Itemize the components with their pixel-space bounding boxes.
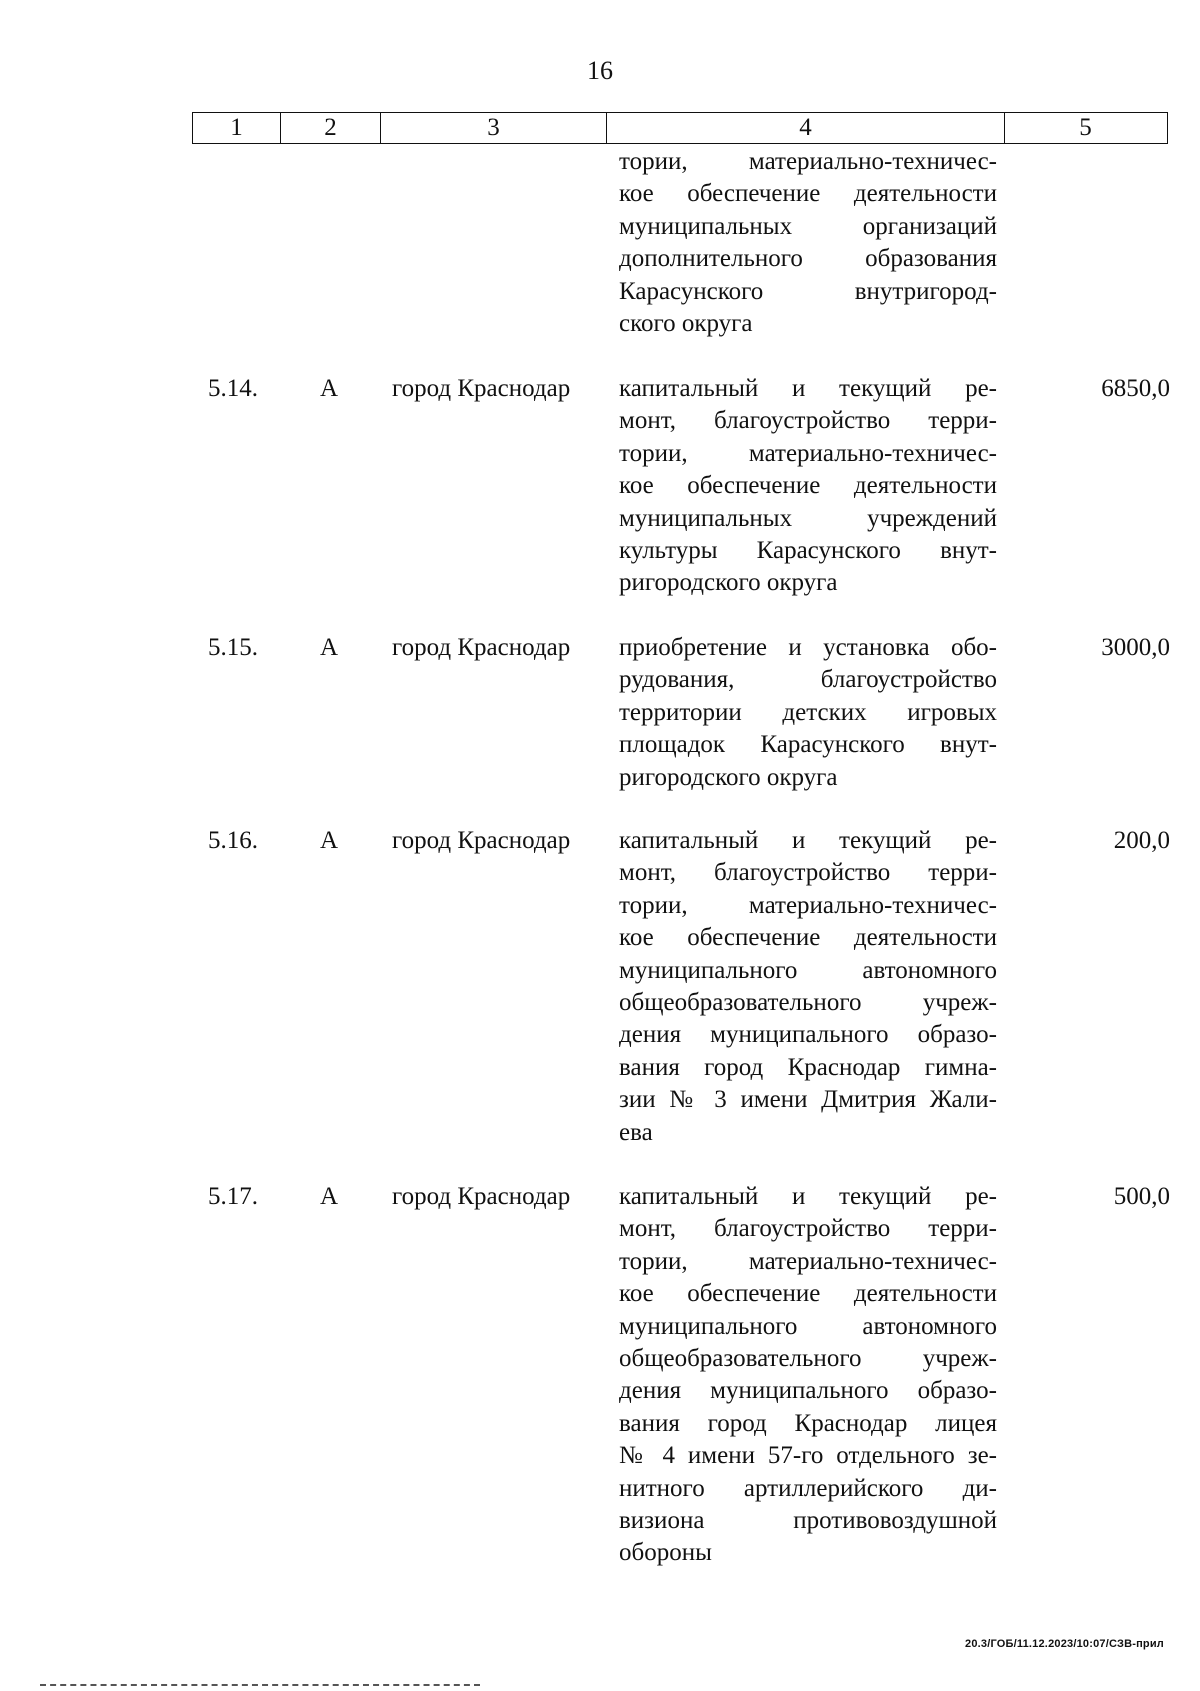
description-line: территории детских игровых — [619, 698, 997, 726]
description-line: вания город Краснодар лицея — [619, 1409, 997, 1437]
description-line: обороны — [619, 1539, 712, 1567]
row-place: город Краснодар — [392, 827, 571, 854]
row-category: А — [320, 827, 339, 854]
description-line: капитальный и текущий ре- — [619, 1183, 997, 1210]
description-line: Карасунского внутригород- — [619, 277, 997, 305]
description-line: тории, материально-техничес- — [619, 891, 997, 919]
row-category: А — [320, 1183, 339, 1210]
header-col-5: 5 — [1079, 114, 1092, 141]
description-line: монт, благоустройство терри- — [619, 859, 997, 887]
row-place: город Краснодар — [392, 634, 571, 661]
description-line: тории, материально-техничес- — [619, 148, 997, 175]
description-line: площадок Карасунского внут- — [619, 731, 997, 759]
description-line: культуры Карасунского внут- — [619, 536, 997, 564]
description-line: муниципальных учреждений — [619, 504, 997, 532]
page-number: 16 — [587, 56, 613, 85]
header-col-1: 1 — [193, 113, 281, 143]
row-amount: 500,0 — [1113, 1183, 1170, 1210]
header-col-2: 2 — [281, 113, 381, 143]
row-number: 5.16. — [208, 827, 258, 854]
row-category: А — [320, 375, 339, 402]
description-line: дополнительного образования — [619, 245, 997, 273]
description-line: капитальный и текущий ре- — [619, 827, 997, 854]
description-line: ригородского округа — [619, 569, 838, 597]
description-line: визиона противовоздушной — [619, 1506, 997, 1534]
description-line: ского округа — [619, 309, 753, 337]
description-line: ригородского округа — [619, 763, 838, 791]
description-line: ева — [619, 1118, 653, 1146]
document-code: 20.3/ГОБ/11.12.2023/10:07/СЗВ-прил — [965, 1638, 1164, 1650]
scan-artifact-divider — [40, 1684, 480, 1686]
header-col-3: 3 — [381, 113, 607, 143]
description-line: нитного артиллерийского ди- — [619, 1474, 997, 1502]
description-line: муниципальных организаций — [619, 212, 997, 240]
row-number: 5.17. — [208, 1183, 258, 1210]
description-line: рудования, благоустройство — [619, 666, 997, 694]
row-description — [619, 373, 997, 600]
description-line: капитальный и текущий ре- — [619, 375, 997, 402]
row-number: 5.15. — [208, 634, 258, 661]
continuation-description — [619, 146, 997, 340]
description-line: кое обеспечение деятельности — [619, 472, 997, 500]
description-line: дения муниципального образо- — [619, 1377, 997, 1405]
row-description — [619, 632, 997, 794]
description-line: кое обеспечение деятельности — [619, 180, 997, 208]
description-line: дения муниципального образо- — [619, 1021, 997, 1049]
description-line: зии № 3 имени Дмитрия Жали- — [619, 1086, 997, 1114]
row-description — [619, 825, 997, 1149]
row-place: город Краснодар — [392, 1183, 571, 1210]
row-description — [619, 1181, 997, 1570]
row-amount: 6850,0 — [1101, 375, 1170, 402]
description-line: вания город Краснодар гимна- — [619, 1053, 997, 1081]
description-line: тории, материально-техничес- — [619, 1247, 997, 1275]
description-line: кое обеспечение деятельности — [619, 1280, 997, 1308]
description-line: общеобразовательного учреж- — [619, 1344, 997, 1372]
table-header — [192, 112, 1168, 144]
description-line: приобретение и установка обо- — [619, 634, 997, 661]
row-amount: 200,0 — [1113, 827, 1170, 854]
description-line: общеобразовательного учреж- — [619, 988, 997, 1016]
row-amount: 3000,0 — [1101, 634, 1170, 661]
description-line: монт, благоустройство терри- — [619, 1215, 997, 1243]
row-category: А — [320, 634, 339, 661]
description-line: муниципального автономного — [619, 1312, 997, 1340]
header-col-4: 4 — [607, 113, 1005, 143]
description-line: монт, благоустройство терри- — [619, 407, 997, 435]
description-line: кое обеспечение деятельности — [619, 924, 997, 952]
description-line: тории, материально-техничес- — [619, 439, 997, 467]
row-place: город Краснодар — [392, 375, 571, 402]
row-number: 5.14. — [208, 375, 258, 402]
description-line: муниципального автономного — [619, 956, 997, 984]
description-line: № 4 имени 57-го отдельного зе- — [619, 1442, 997, 1470]
